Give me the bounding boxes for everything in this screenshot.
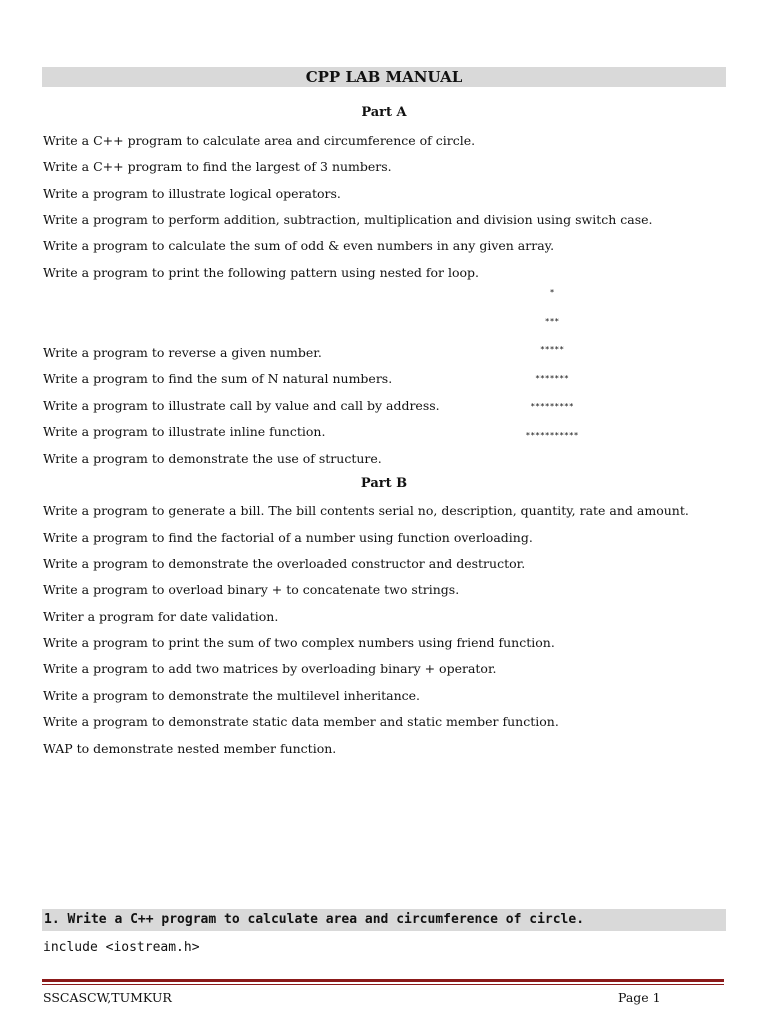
part-a-question-11: Write a program to demonstrate the use of structure. — [43, 451, 382, 466]
part-a-question-4: Write a program to perform addition, subtraction, multiplication and division using switch case. — [43, 212, 653, 227]
part-a-heading: Part A — [361, 105, 407, 120]
pattern-row: ********* — [530, 402, 574, 411]
part-a-question-1: Write a C++ program to calculate area and circumference of circle. — [43, 133, 476, 148]
pattern-row: *********** — [525, 430, 579, 440]
part-b-question-10: WAP to demonstrate nested member function. — [43, 741, 337, 756]
pattern-row: * — [549, 288, 555, 297]
part-b-question-7: Write a program to add two matrices by overloading binary + operator. — [43, 661, 497, 676]
footer-rule-thin — [42, 984, 724, 985]
part-b-question-6: Write a program to print the sum of two complex numbers using friend function. — [43, 635, 555, 650]
part-b-question-1: Write a program to generate a bill. The bill contents serial no, description, quantity, rate and amount. — [43, 503, 689, 518]
pattern-row: ******* — [535, 373, 569, 383]
program-heading: 1. Write a C++ program to calculate area and circumference of circle. — [42, 909, 726, 931]
part-b-question-8: Write a program to demonstrate the multilevel inheritance. — [43, 688, 421, 703]
footer-rule-thick — [42, 979, 724, 982]
part-b-question-5: Writer a program for date validation. — [43, 609, 279, 624]
code-line: include <iostream.h> — [43, 940, 200, 955]
part-b-question-2: Write a program to find the factorial of a number using function overloading. — [43, 530, 533, 545]
part-a-question-7: Write a program to reverse a given number. — [43, 345, 322, 360]
document-title: CPP LAB MANUAL — [42, 67, 726, 87]
part-a-question-2: Write a C++ program to find the largest of 3 numbers. — [43, 159, 392, 174]
part-a-question-9: Write a program to illustrate call by value and call by address. — [43, 398, 440, 413]
pattern-row: *** — [544, 316, 560, 326]
part-b-question-3: Write a program to demonstrate the overloaded constructor and destructor. — [43, 556, 526, 571]
part-a-question-5: Write a program to calculate the sum of odd & even numbers in any given array. — [43, 238, 555, 253]
part-b-question-9: Write a program to demonstrate static data member and static member function. — [43, 714, 559, 729]
part-a-question-6: Write a program to print the following pattern using nested for loop. — [43, 265, 479, 280]
part-a-question-3: Write a program to illustrate logical operators. — [43, 186, 341, 201]
part-b-question-4: Write a program to overload binary + to concatenate two strings. — [43, 582, 460, 597]
footer-page-number: Page 1 — [618, 990, 661, 1005]
star-pattern — [502, 269, 602, 450]
part-b-heading: Part B — [360, 476, 408, 491]
part-a-question-8: Write a program to find the sum of N natural numbers. — [43, 371, 393, 386]
footer-institution: SSCASCW,TUMKUR — [43, 990, 172, 1005]
part-a-question-10: Write a program to illustrate inline function. — [43, 424, 326, 439]
pattern-row: ***** — [539, 345, 565, 354]
